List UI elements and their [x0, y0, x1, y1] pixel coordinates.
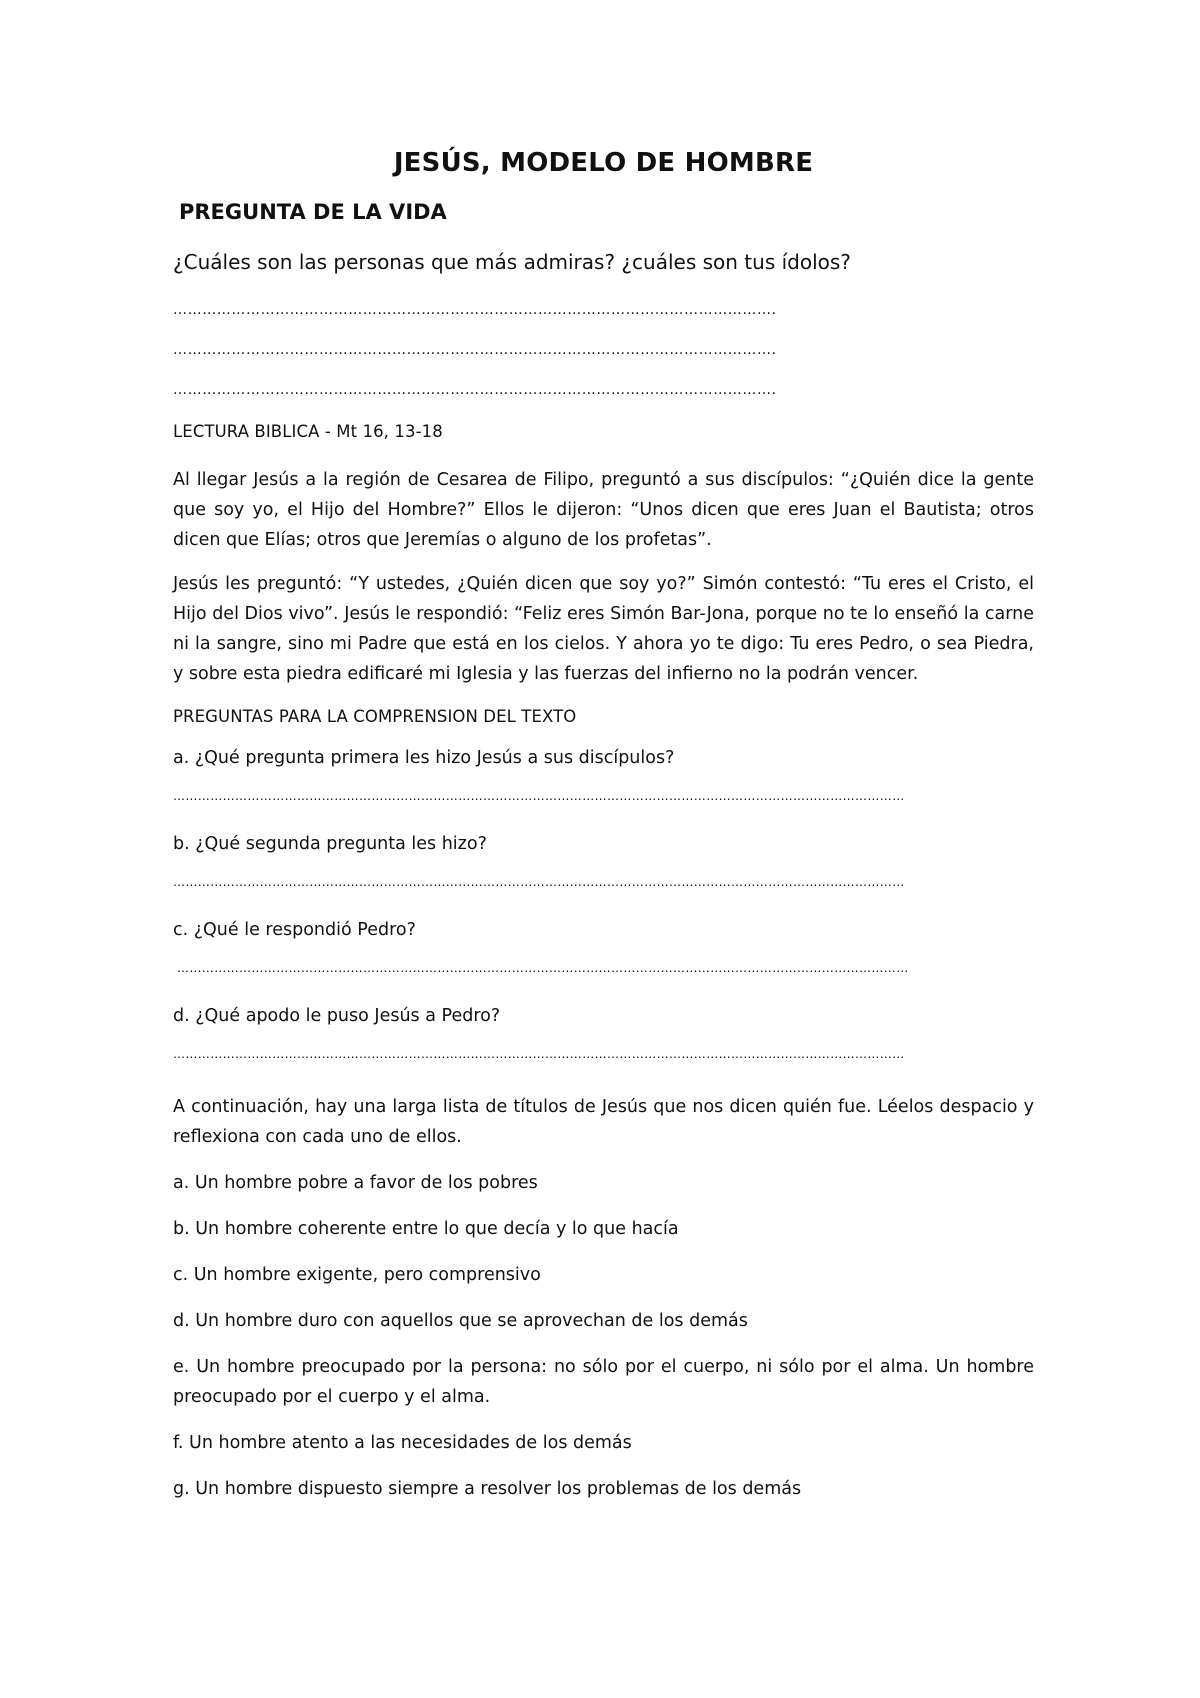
reading-paragraph: Al llegar Jesús a la región de Cesarea de Filipo, preguntó a sus discípulos: “¿Quién dice la gente que soy yo, el Hijo del Hombre?” Ellos le dijeron: “Unos dicen que eres Juan el Bautista; otros dicen que Elías; otros que Jeremías o alguno de los profetas”. [173, 470, 1034, 550]
titles-list-item: b. Un hombre coherente entre lo que decía y lo que hacía [173, 1219, 679, 1239]
reading-paragraph: Jesús les preguntó: “Y ustedes, ¿Quién dicen que soy yo?” Simón contestó: “Tu eres el Cristo, el Hijo del Dios vivo”. Jesús le respondió: “Feliz eres Simón Bar-Jona, porque no te lo enseñó la carne ni la sangre, sino mi Padre que está en los cielos. Y ahora yo te digo: Tu eres Pedro, o sea Piedra, y sobre esta piedra edificaré mi Iglesia y las fuerzas del infierno no la podrán vencer. [173, 574, 1034, 684]
titles-intro: A continuación, hay una larga lista de títulos de Jesús que nos dicen quién fue. Léelos despacio y reflexiona con cada uno de ellos. [173, 1097, 1034, 1147]
answer-dotted-line: ……………………………………………………………………………………………………………. [173, 302, 777, 318]
titles-list-item: e. Un hombre preocupado por la persona: no sólo por el cuerpo, ni sólo por el alma. Un hombre preocupado por el cuerpo y el alma. [173, 1357, 1034, 1407]
comprehension-question: d. ¿Qué apodo le puso Jesús a Pedro? [173, 1006, 501, 1026]
titles-list-item: c. Un hombre exigente, pero comprensivo [173, 1265, 541, 1285]
answer-line: …………………………………………………………………………………………………………………………………………………………… [173, 875, 905, 889]
answer-line: …………………………………………………………………………………………………………………………………………………………… [177, 961, 909, 975]
reading-label: LECTURA BIBLICA - Mt 16, 13-18 [173, 422, 443, 441]
answer-line: …………………………………………………………………………………………………………………………………………………………… [173, 789, 905, 803]
comprehension-question: a. ¿Qué pregunta primera les hizo Jesús a sus discípulos? [173, 748, 675, 768]
titles-list-item: d. Un hombre duro con aquellos que se aprovechan de los demás [173, 1311, 748, 1331]
section-heading: PREGUNTA DE LA VIDA [179, 200, 447, 224]
life-question: ¿Cuáles son las personas que más admiras? ¿cuáles son tus ídolos? [173, 250, 851, 274]
answer-line: …………………………………………………………………………………………………………………………………………………………… [173, 1047, 905, 1061]
answer-dotted-line: ……………………………………………………………………………………………………………. [173, 382, 777, 398]
titles-list-item: a. Un hombre pobre a favor de los pobres [173, 1173, 538, 1193]
comprehension-question: c. ¿Qué le respondió Pedro? [173, 920, 416, 940]
answer-dotted-line: ……………………………………………………………………………………………………………. [173, 342, 777, 358]
comprehension-question: b. ¿Qué segunda pregunta les hizo? [173, 834, 487, 854]
titles-list-item: g. Un hombre dispuesto siempre a resolver los problemas de los demás [173, 1479, 802, 1499]
comprehension-label: PREGUNTAS PARA LA COMPRENSION DEL TEXTO [173, 707, 577, 726]
titles-list-item: f. Un hombre atento a las necesidades de los demás [173, 1433, 632, 1453]
document-title: JESÚS, MODELO DE HOMBRE [393, 148, 814, 178]
